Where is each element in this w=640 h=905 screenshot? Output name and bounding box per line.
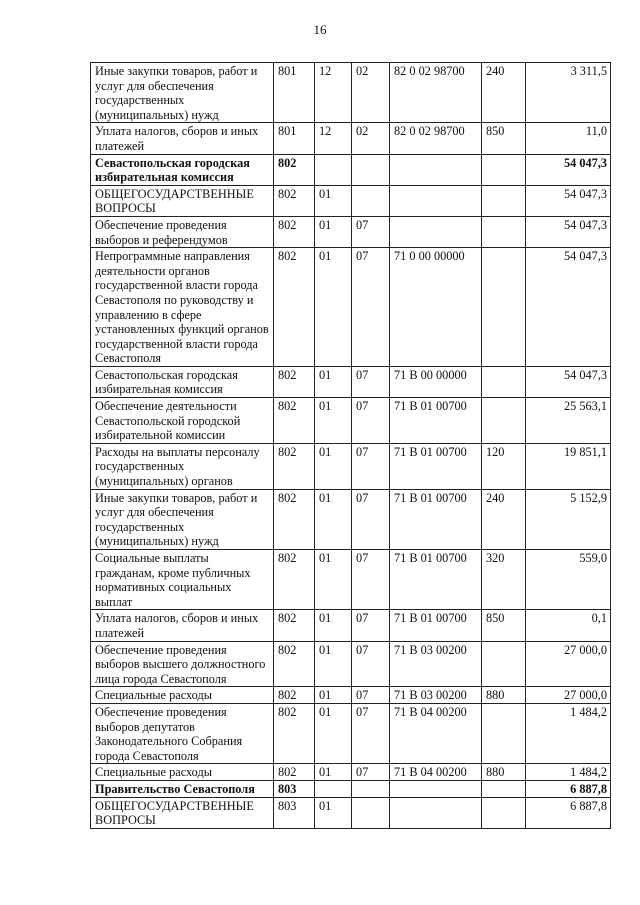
cell-amount: 6 887,8 (526, 797, 611, 828)
cell-department-code: 802 (274, 185, 315, 216)
table-row (91, 63, 611, 123)
cell-target-article-code: 71 0 00 00000 (390, 248, 482, 367)
cell-department-code: 802 (274, 641, 315, 687)
cell-subsection-code: 07 (352, 550, 390, 610)
cell-name: Севастопольская городская избирательная комиссия (91, 154, 274, 185)
cell-amount: 54 047,3 (526, 248, 611, 367)
table-row (91, 248, 611, 367)
cell-target-article-code: 71 В 04 00200 (390, 703, 482, 763)
cell-name: Уплата налогов, сборов и иных платежей (91, 610, 274, 641)
cell-target-article-code: 71 В 03 00200 (390, 687, 482, 704)
cell-amount: 25 563,1 (526, 398, 611, 444)
table-row (91, 185, 611, 216)
cell-expense-type-code: 120 (482, 443, 526, 489)
cell-subsection-code: 07 (352, 489, 390, 549)
table-row (91, 398, 611, 444)
table-row (91, 764, 611, 781)
cell-department-code: 802 (274, 687, 315, 704)
cell-target-article-code (390, 780, 482, 797)
cell-department-code: 803 (274, 780, 315, 797)
cell-target-article-code: 71 В 03 00200 (390, 641, 482, 687)
cell-section-code (315, 154, 352, 185)
table-row (91, 610, 611, 641)
cell-section-code: 12 (315, 63, 352, 123)
cell-subsection-code: 07 (352, 610, 390, 641)
cell-section-code: 01 (315, 764, 352, 781)
table-body (91, 63, 611, 829)
cell-amount: 11,0 (526, 123, 611, 154)
cell-section-code: 01 (315, 797, 352, 828)
cell-name: Обеспечение проведения выборов и референдумов (91, 216, 274, 247)
page-number: 16 (313, 22, 327, 37)
table-row (91, 641, 611, 687)
cell-expense-type-code: 240 (482, 489, 526, 549)
budget-table (90, 62, 611, 829)
cell-expense-type-code: 880 (482, 764, 526, 781)
cell-department-code: 802 (274, 154, 315, 185)
cell-amount: 3 311,5 (526, 63, 611, 123)
cell-amount: 0,1 (526, 610, 611, 641)
cell-amount: 54 047,3 (526, 366, 611, 397)
cell-expense-type-code (482, 248, 526, 367)
cell-subsection-code: 07 (352, 641, 390, 687)
cell-section-code: 01 (315, 185, 352, 216)
cell-expense-type-code (482, 797, 526, 828)
cell-subsection-code: 07 (352, 687, 390, 704)
cell-department-code: 803 (274, 797, 315, 828)
cell-section-code: 01 (315, 641, 352, 687)
cell-expense-type-code: 850 (482, 123, 526, 154)
cell-name: Социальные выплаты гражданам, кроме публичных нормативных социальных выплат (91, 550, 274, 610)
cell-expense-type-code: 850 (482, 610, 526, 641)
cell-section-code: 01 (315, 248, 352, 367)
cell-subsection-code (352, 797, 390, 828)
cell-subsection-code: 07 (352, 703, 390, 763)
cell-subsection-code: 07 (352, 248, 390, 367)
cell-section-code: 01 (315, 216, 352, 247)
cell-target-article-code (390, 216, 482, 247)
table-row (91, 687, 611, 704)
cell-target-article-code: 71 В 01 00700 (390, 610, 482, 641)
cell-section-code: 01 (315, 489, 352, 549)
cell-department-code: 802 (274, 398, 315, 444)
cell-name: ОБЩЕГОСУДАРСТВЕННЫЕ ВОПРОСЫ (91, 185, 274, 216)
cell-expense-type-code (482, 154, 526, 185)
cell-name: Иные закупки товаров, работ и услуг для обеспечения государственных (муниципальных) нужд (91, 63, 274, 123)
cell-amount: 54 047,3 (526, 185, 611, 216)
cell-subsection-code: 07 (352, 443, 390, 489)
cell-subsection-code (352, 185, 390, 216)
cell-name: Специальные расходы (91, 764, 274, 781)
cell-section-code: 01 (315, 398, 352, 444)
cell-subsection-code: 07 (352, 216, 390, 247)
table-row (91, 550, 611, 610)
cell-target-article-code: 82 0 02 98700 (390, 123, 482, 154)
cell-expense-type-code: 240 (482, 63, 526, 123)
cell-target-article-code (390, 185, 482, 216)
cell-name: Обеспечение деятельности Севастопольской городской избирательной комиссии (91, 398, 274, 444)
cell-expense-type-code (482, 366, 526, 397)
cell-amount: 5 152,9 (526, 489, 611, 549)
cell-subsection-code: 07 (352, 764, 390, 781)
cell-amount: 1 484,2 (526, 703, 611, 763)
cell-name: Обеспечение проведения выборов высшего должностного лица города Севастополя (91, 641, 274, 687)
table-row (91, 216, 611, 247)
cell-subsection-code: 07 (352, 398, 390, 444)
cell-section-code: 01 (315, 550, 352, 610)
cell-expense-type-code (482, 703, 526, 763)
table-row (91, 780, 611, 797)
table-row (91, 489, 611, 549)
cell-expense-type-code (482, 185, 526, 216)
cell-name: Правительство Севастополя (91, 780, 274, 797)
cell-amount: 19 851,1 (526, 443, 611, 489)
cell-section-code: 01 (315, 703, 352, 763)
cell-name: Севастопольская городская избирательная комиссия (91, 366, 274, 397)
cell-name: ОБЩЕГОСУДАРСТВЕННЫЕ ВОПРОСЫ (91, 797, 274, 828)
cell-section-code: 01 (315, 687, 352, 704)
cell-target-article-code: 71 В 04 00200 (390, 764, 482, 781)
cell-amount: 559,0 (526, 550, 611, 610)
cell-department-code: 802 (274, 610, 315, 641)
cell-department-code: 802 (274, 366, 315, 397)
cell-section-code: 01 (315, 443, 352, 489)
cell-amount: 54 047,3 (526, 216, 611, 247)
cell-subsection-code: 07 (352, 366, 390, 397)
cell-section-code: 01 (315, 610, 352, 641)
cell-section-code: 01 (315, 366, 352, 397)
cell-name: Непрограммные направления деятельности органов государственной власти города Севастополя по руководству и управлению в сфере установленных функций органов государственной власти города Севастополя (91, 248, 274, 367)
cell-department-code: 802 (274, 443, 315, 489)
table-row (91, 123, 611, 154)
cell-department-code: 802 (274, 216, 315, 247)
cell-subsection-code: 02 (352, 123, 390, 154)
cell-amount: 27 000,0 (526, 687, 611, 704)
cell-target-article-code: 71 В 01 00700 (390, 443, 482, 489)
cell-name: Иные закупки товаров, работ и услуг для обеспечения государственных (муниципальных) нужд (91, 489, 274, 549)
cell-amount: 27 000,0 (526, 641, 611, 687)
cell-expense-type-code: 320 (482, 550, 526, 610)
cell-target-article-code: 71 В 00 00000 (390, 366, 482, 397)
table-row (91, 797, 611, 828)
table-row (91, 703, 611, 763)
cell-amount: 1 484,2 (526, 764, 611, 781)
cell-department-code: 802 (274, 550, 315, 610)
cell-department-code: 802 (274, 489, 315, 549)
cell-department-code: 801 (274, 123, 315, 154)
cell-amount: 54 047,3 (526, 154, 611, 185)
cell-expense-type-code: 880 (482, 687, 526, 704)
cell-subsection-code (352, 154, 390, 185)
cell-target-article-code: 71 В 01 00700 (390, 489, 482, 549)
table-row (91, 366, 611, 397)
cell-department-code: 802 (274, 703, 315, 763)
cell-expense-type-code (482, 641, 526, 687)
cell-target-article-code (390, 797, 482, 828)
cell-section-code: 12 (315, 123, 352, 154)
cell-expense-type-code (482, 780, 526, 797)
cell-subsection-code (352, 780, 390, 797)
cell-expense-type-code (482, 398, 526, 444)
cell-name: Специальные расходы (91, 687, 274, 704)
cell-department-code: 802 (274, 764, 315, 781)
cell-name: Уплата налогов, сборов и иных платежей (91, 123, 274, 154)
cell-name: Обеспечение проведения выборов депутатов Законодательного Собрания города Севастополя (91, 703, 274, 763)
table-row (91, 154, 611, 185)
cell-amount: 6 887,8 (526, 780, 611, 797)
cell-target-article-code: 71 В 01 00700 (390, 398, 482, 444)
table-row (91, 443, 611, 489)
cell-department-code: 802 (274, 248, 315, 367)
cell-expense-type-code (482, 216, 526, 247)
cell-subsection-code: 02 (352, 63, 390, 123)
cell-name: Расходы на выплаты персоналу государственных (муниципальных) органов (91, 443, 274, 489)
cell-department-code: 801 (274, 63, 315, 123)
cell-target-article-code: 71 В 01 00700 (390, 550, 482, 610)
cell-target-article-code: 82 0 02 98700 (390, 63, 482, 123)
cell-section-code (315, 780, 352, 797)
cell-target-article-code (390, 154, 482, 185)
